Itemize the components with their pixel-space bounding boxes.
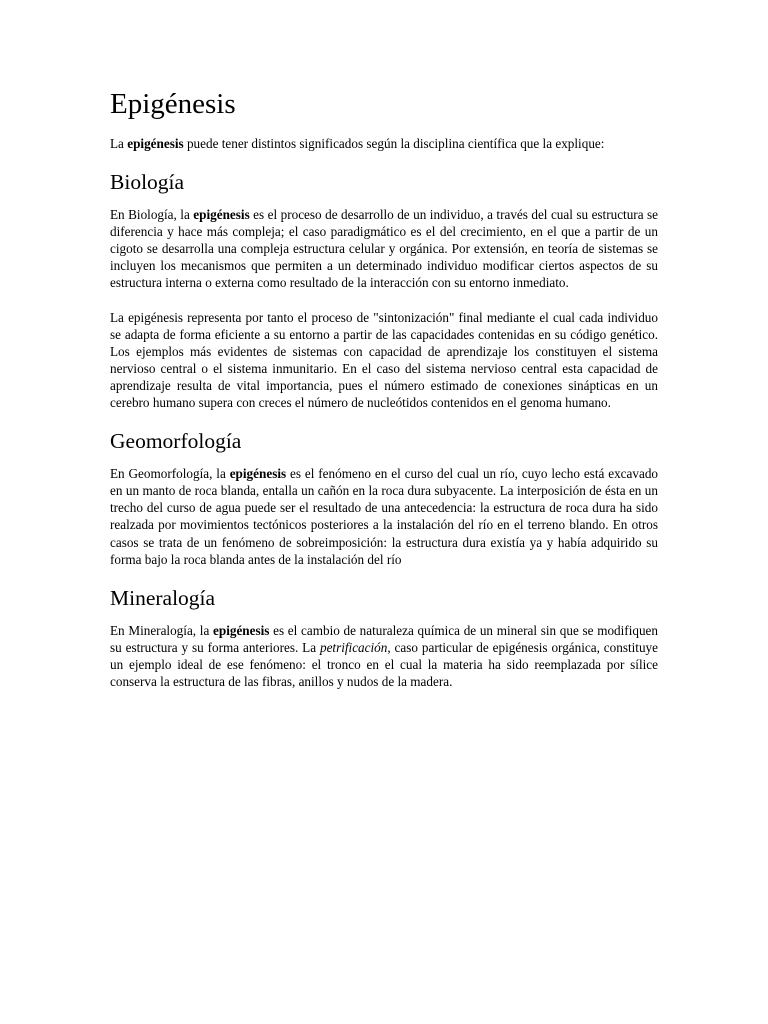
biologia-p1-end: es el proceso de desarrollo de un individuo, a través del cual su estructura se diferencia y hace más compleja; el caso paradigmático es el del crecimiento, en el que a partir de un cigoto se desarrolla una compleja estructura celular y orgánica. Por extensión, en teoría de sistemas se incluyen los mecanismos que permiten a un determinado individuo modificar ciertos aspectos de su estructura interna o externa como resultado de la interacción con su entorno inmediato.	[110, 207, 659, 291]
mineralogia-italic-term: petrificación	[319, 639, 388, 655]
intro-text-start: La	[110, 136, 128, 151]
section-heading-mineralogia: Mineralogía	[110, 585, 216, 610]
section-heading-biologia: Biología	[110, 170, 185, 195]
page-title: Epigénesis	[110, 88, 236, 120]
mineralogia-middle: es el cambio de naturaleza química de un mineral sin que se modifiquen su estructura y su forma anteriores. La	[110, 622, 658, 655]
document-page	[110, 84, 658, 690]
section-biologia	[110, 167, 658, 411]
intro-term: epigénesis	[127, 136, 184, 151]
geomorfologia-paragraph	[110, 465, 658, 568]
biologia-paragraph-1	[110, 206, 658, 291]
mineralogia-term: epigénesis	[213, 622, 270, 638]
biologia-paragraph-2: La epigénesis representa por tanto el proceso de "sintonización" final mediante el cual cada individuo se adapta de forma eficiente a su entorno a partir de las capacidades contenidas en su código genético. Los ejemplos más evidentes de sistemas con capacidad de aprendizaje los constituyen el sistema nervioso central o el sistema inmunitario. En el caso del sistema nervioso central esta capacidad de aprendizaje resulta de vital importancia, pues el número estimado de conexiones sinápticas en un cerebro humano supera con creces el número de nucleótidos contenidos en el genoma humano.	[110, 309, 658, 411]
mineralogia-start: En Mineralogía, la	[110, 622, 213, 638]
biologia-term: epigénesis	[193, 207, 250, 223]
intro-text-end: puede tener distintos significados según la disciplina científica que la explique:	[183, 136, 605, 151]
section-mineralogia	[110, 583, 658, 690]
section-heading-geomorfologia: Geomorfología	[110, 429, 242, 454]
mineralogia-paragraph	[110, 622, 658, 690]
mineralogia-end: , caso particular de epigénesis orgánica, constituye un ejemplo ideal de ese fenómeno: el tronco en el cual la materia ha sido reemplazada por sílice conserva la estructura de las fibras, anillos y nudos de la madera.	[110, 639, 658, 689]
section-geomorfologia	[110, 426, 658, 568]
geomorfologia-term: epigénesis	[229, 466, 287, 482]
geomorfologia-start: En Geomorfología, la	[110, 466, 230, 482]
intro-paragraph	[110, 135, 658, 152]
geomorfologia-end: es el fenómeno en el curso del cual un río, cuyo lecho está excavado en un manto de roca blanda, entalla un cañón en la roca dura subyacente. La interposición de ésta en un trecho del curso de agua puede ser el resultado de una antecedencia: la estructura de roca dura ha sido realzada por movimientos tectónicos posteriores a la instalación del río en el terreno blando. En otros casos se trata de un fenómeno de sobreimposición: la estructura dura existía ya y había adquirido su forma bajo la roca blanda antes de la instalación del río	[110, 466, 659, 567]
biologia-p1-start: En Biología, la	[110, 207, 194, 223]
